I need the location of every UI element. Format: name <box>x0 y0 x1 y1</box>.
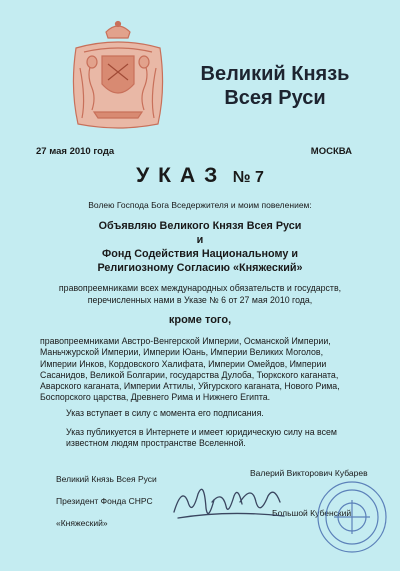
successors-line: перечисленных нами в Указе № 6 от 27 мая 2010 года, <box>87 294 313 305</box>
empires-line: Боспорского царства, Древнего Рима и Нижнего Египта. <box>40 392 271 403</box>
successors-text <box>0 283 400 306</box>
declaration-line: Религиозному Согласию «Княжеский» <box>97 262 303 274</box>
signatory-name: Валерий Викторович Кубарев <box>250 468 368 478</box>
empires-line: правопреемниками Австро-Венгерской Империи, Османской Империи, <box>40 336 331 346</box>
issuer-title <box>170 62 380 110</box>
declaration <box>0 219 400 275</box>
signatory-title: Президент Фонда СНРС <box>56 496 153 506</box>
publication-line: Указ публикуется в Интернете и имеет юридическую силу на всем <box>66 427 337 437</box>
official-stamp-icon <box>314 478 390 556</box>
issuer-line-2: Всея Руси <box>224 87 326 109</box>
empires-line: Империи Инков, Кордовского Халифата, Империи Омейдов, Империи <box>40 358 327 369</box>
successors-line: правопреемниками всех международных обязательств и государств, <box>58 283 342 293</box>
signatory-left <box>56 468 157 534</box>
empires-line: Маньчжурской Империи, Империи Юань, Империи Великих Моголов, <box>40 347 324 358</box>
preamble: Волею Господа Бога Вседержителя и моим повелением: <box>88 200 312 210</box>
signatory-title: Великий Князь Всея Руси <box>56 474 157 484</box>
decree-city: МОСКВА <box>310 146 352 157</box>
publication-line: известном людям пространстве Вселенной. <box>66 438 246 448</box>
declaration-line: Объявляю Великого Князя Всея Руси <box>98 220 302 232</box>
empires-line: Аварского каганата, Империи Аттилы, Уйгурского каганата, Нового Рима, <box>40 381 340 392</box>
handwritten-signature-icon <box>168 472 288 532</box>
effective-clause: Указ вступает в силу с момента его подписания. <box>66 408 264 418</box>
issuer-line-1: Великий Князь <box>200 63 350 85</box>
empires-list <box>40 336 380 404</box>
declaration-line: Фонд Содействия Национальному и <box>102 248 298 260</box>
decree-number: № 7 <box>232 169 264 186</box>
declaration-line: и <box>196 234 204 246</box>
signatory-title-right: Большой Кубенский <box>272 508 352 518</box>
except-heading: кроме того, <box>168 314 232 326</box>
decree-title <box>0 164 400 188</box>
empires-line: Сасанидов, Великой Болгарии, государства Дулоба, Тюркского каганата, <box>40 369 339 380</box>
signatory-title: «Княжеский» <box>56 518 108 528</box>
publication-clause <box>66 427 366 449</box>
decree-title-word: УКАЗ <box>136 164 227 187</box>
decree-date: 27 мая 2010 года <box>36 146 115 157</box>
coat-of-arms-icon <box>62 18 174 136</box>
